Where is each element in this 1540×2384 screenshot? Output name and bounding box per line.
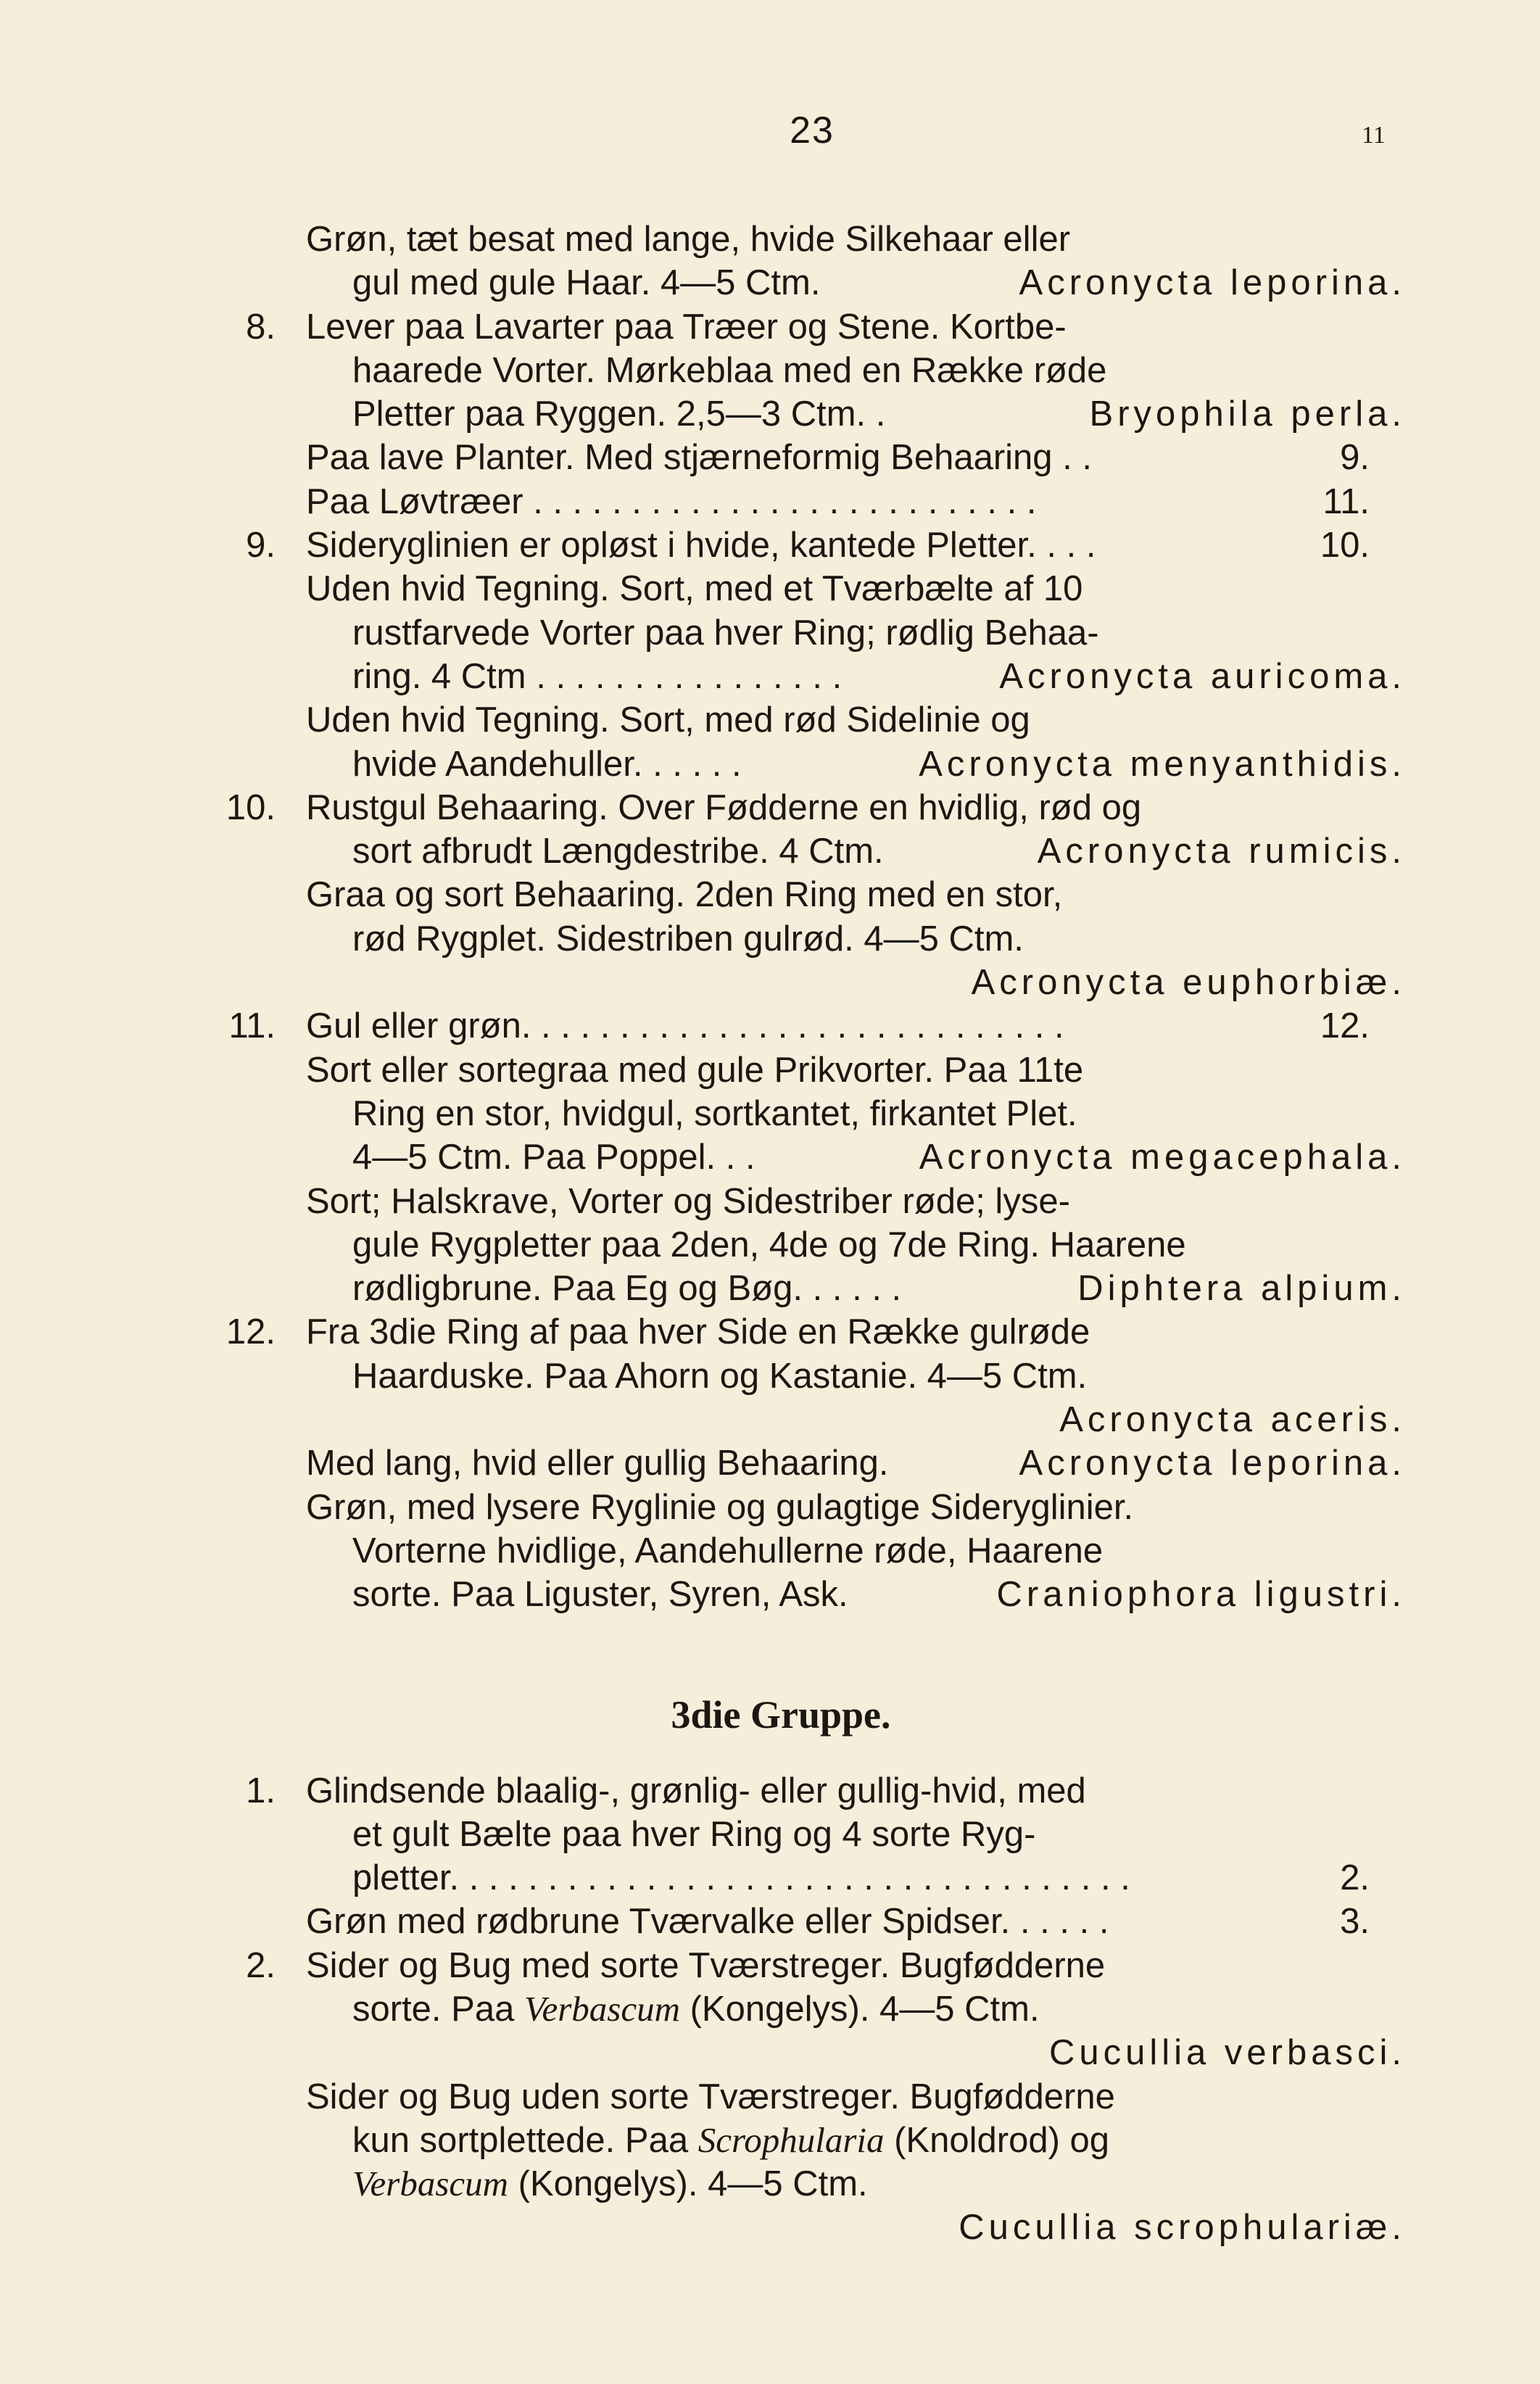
entry-number: 9. xyxy=(246,526,276,566)
text-line: Med lang, hvid eller gullig Behaaring. Acronycta leporina. xyxy=(0,1441,1540,1485)
reference-number: 2. xyxy=(1340,1858,1370,1898)
text-line: Sider og Bug uden sorte Tværstreger. Bugfødderne xyxy=(306,2077,1115,2116)
text-line: Graa og sort Behaaring. 2den Ring med en stor, xyxy=(306,875,1063,915)
text-line: Grøn, med lysere Ryglinie og gulagtige Sideryglinier. xyxy=(306,1487,1134,1527)
species-name: Cucullia scrophulariæ. xyxy=(959,2208,1406,2248)
text-line: Verbascum (Kongelys). 4—5 Ctm. xyxy=(352,2164,868,2204)
text-line: ring. 4 Ctm . . . . . . . . . . . . . . . . Acronycta auricoma. xyxy=(0,655,1540,698)
signature-mark: 11 xyxy=(1362,122,1386,149)
entry-number: 11. xyxy=(228,1006,276,1046)
text-line: Vorterne hvidlige, Aandehullerne røde, Haarene xyxy=(352,1531,1104,1570)
key-entry-1: 1. Glindsende blaalig-, grønlig- eller gullig-hvid, med xyxy=(0,1769,1540,1813)
text-line: Haarduske. Paa Ahorn og Kastanie. 4—5 Ctm. xyxy=(352,1356,1088,1396)
text-line: Uden hvid Tegning. Sort, med rød Sidelinie og xyxy=(306,700,1030,740)
entry-number: 10. xyxy=(225,787,276,827)
text-line: rustfarvede Vorter paa hver Ring; rødlig Behaa- xyxy=(352,613,1099,653)
text-line: 4—5 Ctm. Paa Poppel. . . Acronycta megacephala. xyxy=(0,1135,1540,1179)
text-line: et gult Bælte paa hver Ring og 4 sorte Ryg- xyxy=(352,1814,1036,1854)
text-line: Paa lave Planter. Med stjærneformig Behaaring . . 9. xyxy=(0,436,1540,479)
text-line: sorte. Paa Verbascum (Kongelys). 4—5 Ctm. xyxy=(352,1988,1040,2029)
key-text xyxy=(0,218,1540,2250)
species-name: Acronycta auricoma. xyxy=(999,656,1406,696)
entry-number: 2. xyxy=(246,1945,276,1985)
species-name: Acronycta euphorbiæ. xyxy=(971,963,1406,1003)
key-entry-2: 2. Sider og Bug med sorte Tværstreger. Bugfødderne xyxy=(0,1944,1540,1987)
text-line: hvide Aandehuller. . . . . . Acronycta menyanthidis. xyxy=(0,742,1540,786)
latin-plant-name: Verbascum xyxy=(523,1988,680,2029)
text-line xyxy=(0,1398,1540,1441)
species-name: Acronycta megacephala. xyxy=(919,1138,1406,1177)
key-entry-12: 12. Fra 3die Ring af paa hver Side en Række gulrøde xyxy=(0,1310,1540,1354)
species-name: Acronycta menyanthidis. xyxy=(919,744,1406,784)
entry-number: 1. xyxy=(246,1771,276,1810)
key-entry-10: 10. Rustgul Behaaring. Over Fødderne en hvidlig, rød og xyxy=(0,786,1540,829)
species-name: Craniophora ligustri. xyxy=(996,1575,1406,1615)
species-name: Acronycta leporina. xyxy=(1019,263,1406,303)
latin-plant-name: Scrophularia xyxy=(697,2119,885,2160)
key-entry-9: 9. Sideryglinien er opløst i hvide, kantede Pletter. . . . 10. xyxy=(0,523,1540,567)
text-line xyxy=(0,961,1540,1004)
latin-plant-name: Verbascum xyxy=(352,2164,509,2204)
species-name: Bryophila perla. xyxy=(1089,394,1406,434)
species-name: Acronycta aceris. xyxy=(1059,1400,1406,1440)
text-line xyxy=(0,2031,1540,2074)
species-name: Cucullia verbasci. xyxy=(1049,2033,1406,2073)
key-entry-11: 11. Gul eller grøn. . . . . . . . . . . . . . . . . . . . . . . . . . . . 12. xyxy=(0,1004,1540,1048)
reference-number: 12. xyxy=(1320,1006,1370,1046)
species-name: Diphtera alpium. xyxy=(1077,1269,1406,1309)
key-entry-8: 8. Lever paa Lavarter paa Træer og Stene. Kortbe- xyxy=(0,305,1540,349)
text-line: Grøn med rødbrune Tværvalke eller Spidser. . . . . . 3. xyxy=(0,1900,1540,1943)
entry-number: 8. xyxy=(246,307,276,347)
text-line: rød Rygplet. Sidestriben gulrød. 4—5 Ctm. xyxy=(352,919,1024,959)
text-line xyxy=(0,2206,1540,2249)
text-line: sort afbrudt Længdestribe. 4 Ctm. Acronycta rumicis. xyxy=(0,829,1540,873)
text-line: Pletter paa Ryggen. 2,5—3 Ctm. . Bryophila perla. xyxy=(0,392,1540,436)
text-line: sorte. Paa Liguster, Syren, Ask. Craniophora ligustri. xyxy=(0,1573,1540,1616)
text-line: haarede Vorter. Mørkeblaa med en Række røde xyxy=(352,350,1107,390)
text-line: gule Rygpletter paa 2den, 4de og 7de Ring. Haarene xyxy=(352,1225,1186,1265)
text-line: rødligbrune. Paa Eg og Bøg. . . . . . Diphtera alpium. xyxy=(0,1267,1540,1310)
text-line: gul med gule Haar. 4—5 Ctm. Acronycta leporina. xyxy=(0,261,1540,305)
text-line: pletter. . . . . . . . . . . . . . . . . . . . . . . . . . . . . . . . . . . 2. xyxy=(0,1856,1540,1900)
text-line: Sort; Halskrave, Vorter og Sidestriber røde; lyse- xyxy=(306,1181,1070,1221)
entry-number: 12. xyxy=(225,1312,276,1352)
species-name: Acronycta leporina. xyxy=(1019,1444,1406,1483)
text-line: Sort eller sortegraa med gule Prikvorter. Paa 11te xyxy=(306,1050,1084,1090)
section-heading: 3die Gruppe. xyxy=(671,1692,891,1737)
reference-number: 9. xyxy=(1340,438,1370,478)
text-line: Grøn, tæt besat med lange, hvide Silkehaar eller xyxy=(306,220,1071,259)
reference-number: 10. xyxy=(1320,526,1370,566)
text-line: Uden hvid Tegning. Sort, med et Tværbælte af 10 xyxy=(306,569,1083,609)
page-number: 23 xyxy=(790,109,835,152)
text-line: kun sortplettede. Paa Scrophularia (Knoldrod) og xyxy=(352,2119,1110,2160)
species-name: Acronycta rumicis. xyxy=(1037,832,1406,872)
reference-number: 3. xyxy=(1340,1902,1370,1942)
text-line: Ring en stor, hvidgul, sortkantet, firkantet Plet. xyxy=(352,1093,1077,1133)
text-line: Paa Løvtræer . . . . . . . . . . . . . . . . . . . . . . . . . . 11. xyxy=(0,480,1540,523)
reference-number: 11. xyxy=(1322,481,1370,521)
